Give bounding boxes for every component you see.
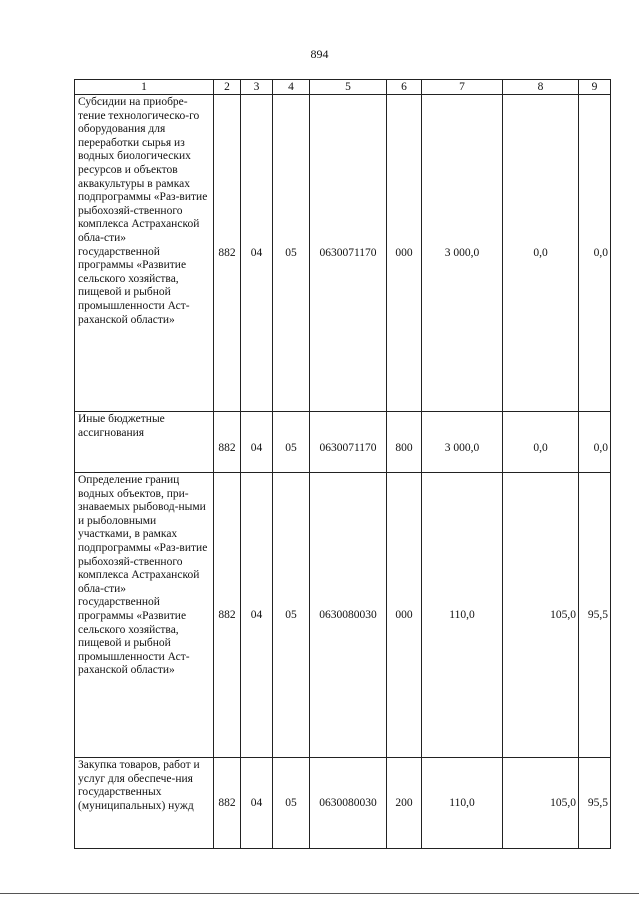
page-number: 894 [310, 47, 329, 61]
cell-col4: 05 [273, 95, 310, 412]
header-cell: 5 [310, 80, 387, 95]
cell-col5: 0630080030 [310, 473, 387, 758]
cell-col7: 110,0 [422, 758, 503, 849]
cell-col3: 04 [241, 95, 273, 412]
cell-col6: 000 [387, 95, 422, 412]
cell-col5: 0630071170 [310, 95, 387, 412]
cell-col6: 800 [387, 412, 422, 473]
cell-col2: 882 [214, 412, 241, 473]
cell-col3: 04 [241, 758, 273, 849]
cell-col2: 882 [214, 473, 241, 758]
cell-col6: 000 [387, 473, 422, 758]
cell-col3: 04 [241, 473, 273, 758]
table-row [75, 473, 611, 758]
header-cell: 9 [579, 80, 611, 95]
cell-col4: 05 [273, 758, 310, 849]
row-description: Определение границ водных объектов, при-знаваемых рыбовод-ными и рыболовными участками, в рамках подпрограммы «Раз-витие рыбохозяй-ственного комплекса Астраханской обла-сти» государственной программы «Развитие сельского хозяйства, пищевой и рыбной промышленности Аст-раханской области» [75, 473, 214, 758]
cell-col5: 0630080030 [310, 758, 387, 849]
header-cell: 2 [214, 80, 241, 95]
row-description: Иные бюджетные ассигнования [75, 412, 214, 473]
table-row [75, 95, 611, 412]
row-description: Субсидии на приобре-тение технологическо-го оборудования для переработки сырья из водных биологических ресурсов и объектов аквакультуры в рамках подпрограммы «Раз-витие рыбохозяй-ственного комплекса Астраханской обла-сти» государственной программы «Развитие сельского хозяйства, пищевой и рыбной промышленности Аст-раханской области» [75, 95, 214, 412]
cell-col5: 0630071170 [310, 412, 387, 473]
cell-col6: 200 [387, 758, 422, 849]
header-cell: 4 [273, 80, 310, 95]
cell-col4: 05 [273, 473, 310, 758]
cell-col2: 882 [214, 758, 241, 849]
header-cell: 6 [387, 80, 422, 95]
cell-col2: 882 [214, 95, 241, 412]
cell-col8: 0,0 [503, 412, 579, 473]
cell-col7: 3 000,0 [422, 412, 503, 473]
cell-col3: 04 [241, 412, 273, 473]
table-row [75, 412, 611, 473]
cell-col8: 105,0 [503, 473, 579, 758]
cell-col9: 95,5 [579, 473, 611, 758]
header-row [75, 80, 611, 95]
header-cell: 7 [422, 80, 503, 95]
table-row [75, 758, 611, 849]
cell-col9: 0,0 [579, 95, 611, 412]
cell-col8: 0,0 [503, 95, 579, 412]
row-description: Закупка товаров, работ и услуг для обеспече-ния государственных (муниципальных) нужд [75, 758, 214, 849]
cell-col7: 110,0 [422, 473, 503, 758]
header-cell: 8 [503, 80, 579, 95]
cell-col7: 3 000,0 [422, 95, 503, 412]
cell-col4: 05 [273, 412, 310, 473]
cell-col9: 0,0 [579, 412, 611, 473]
header-cell: 1 [75, 80, 214, 95]
cell-col9: 95,5 [579, 758, 611, 849]
cell-col8: 105,0 [503, 758, 579, 849]
budget-table [74, 79, 611, 849]
header-cell: 3 [241, 80, 273, 95]
page-bottom-border [0, 893, 639, 894]
